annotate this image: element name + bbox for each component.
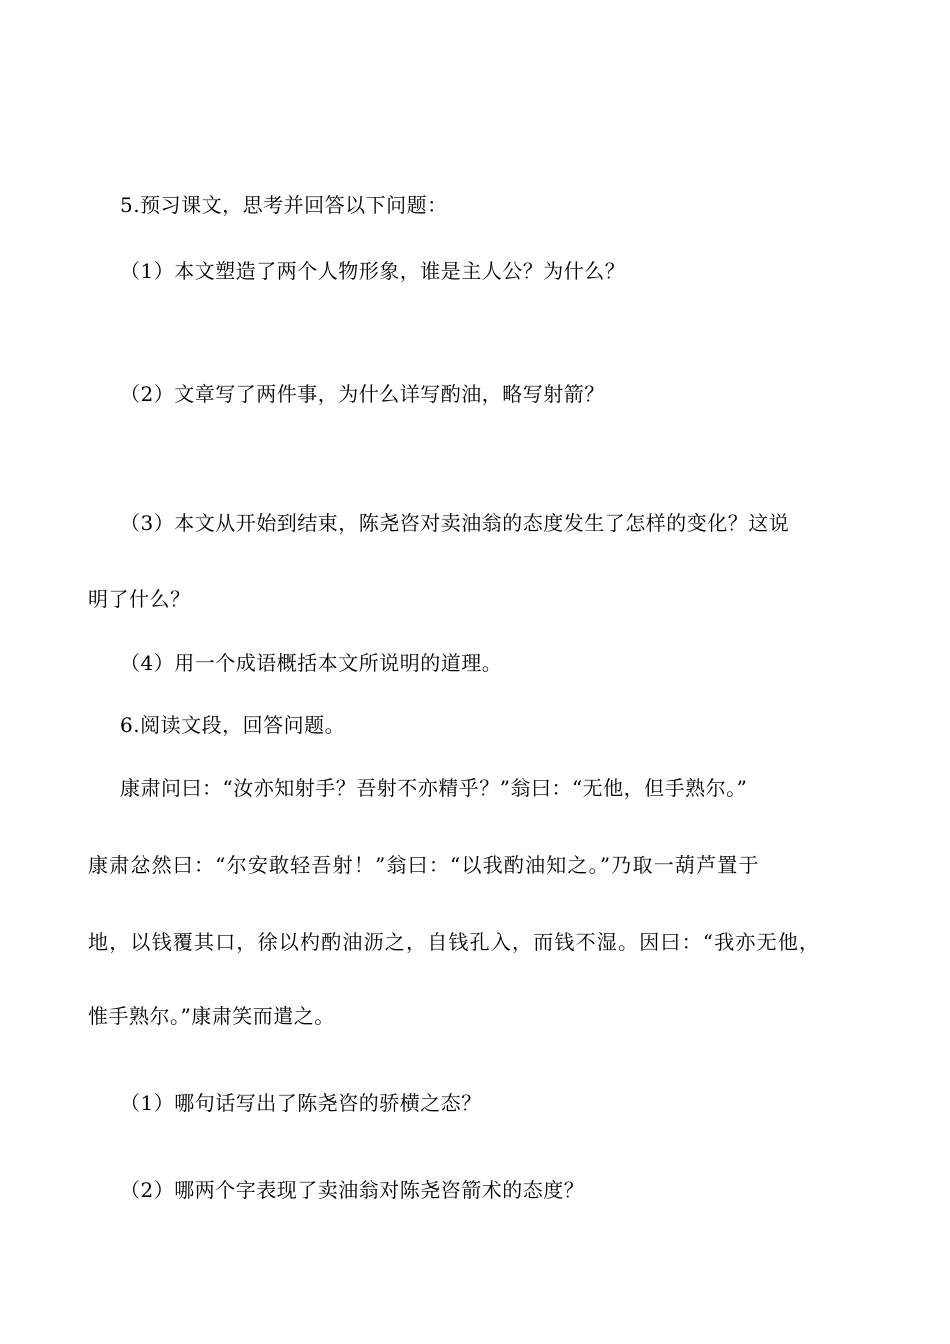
- question-5-sub-3-line-2: 明了什么？: [88, 587, 191, 611]
- passage-line-3: 地，以钱覆其口，徐以杓酌油沥之，自钱孔入，而钱不湿。因曰：“我亦无他，: [88, 930, 821, 954]
- question-6-title: 6.阅读文段，回答问题。: [120, 713, 346, 737]
- question-6-sub-2: （2）哪两个字表现了卖油翁对陈尧咨箭术的态度？: [120, 1178, 585, 1202]
- passage-line-1: 康肃问曰：“汝亦知射手？吾射不亦精乎？”翁曰：“无他，但手熟尔。”: [120, 776, 748, 800]
- passage-line-4: 惟手熟尔。”康肃笑而遣之。: [88, 1004, 335, 1028]
- question-6-sub-1: （1）哪句话写出了陈尧咨的骄横之态？: [120, 1091, 482, 1115]
- question-5-title: 5.预习课文，思考并回答以下问题：: [120, 193, 448, 217]
- question-5-sub-1: （1）本文塑造了两个人物形象，谁是主人公？为什么？: [120, 259, 626, 283]
- question-5-sub-4: （4）用一个成语概括本文所说明的道理。: [120, 651, 503, 675]
- question-5-sub-2: （2）文章写了两件事，为什么详写酌油，略写射箭？: [120, 382, 605, 406]
- question-5-sub-3-line-1: （3）本文从开始到结束，陈尧咨对卖油翁的态度发生了怎样的变化？这说: [120, 511, 790, 535]
- passage-line-2: 康肃忿然曰：“尔安敢轻吾射！”翁曰：“以我酌油知之。”乃取一葫芦置于: [88, 853, 760, 877]
